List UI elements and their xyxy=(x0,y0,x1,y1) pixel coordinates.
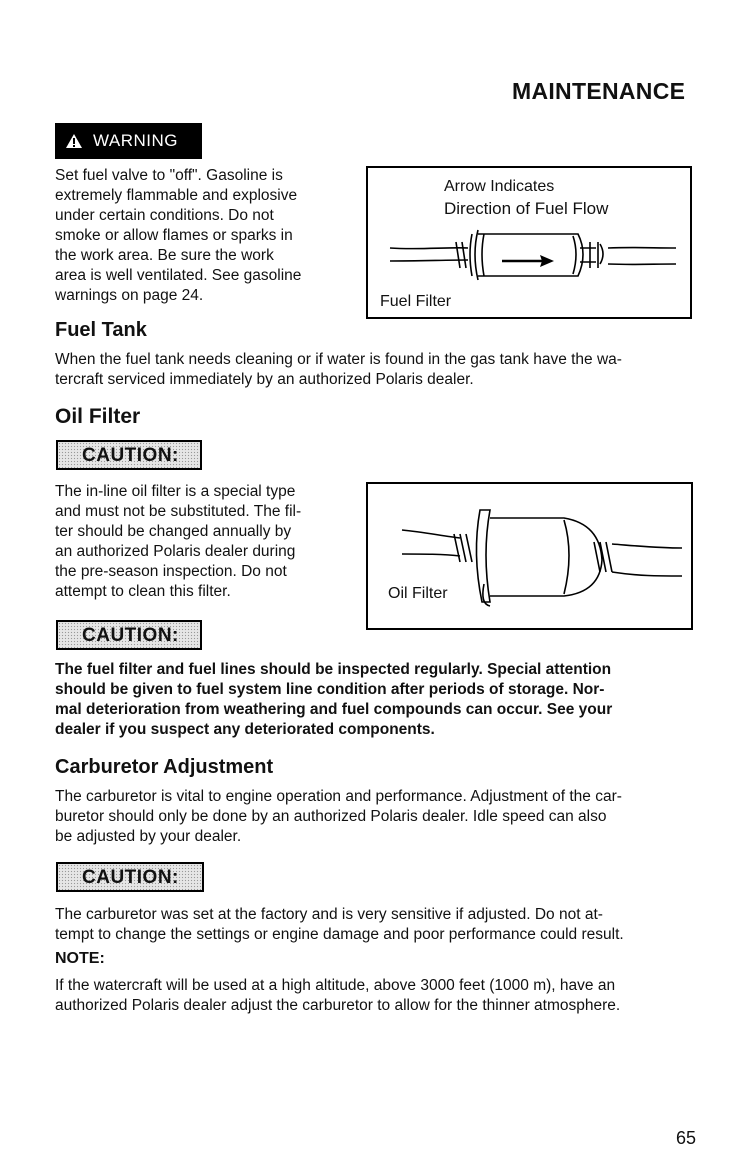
text-line: The in-line oil filter is a special type xyxy=(55,483,296,500)
caution-badge-carburetor: CAUTION: xyxy=(56,862,204,892)
text-line: mal deterioration from weathering and fuel compounds can occur. See your xyxy=(55,701,613,718)
figure-caption-line1: Arrow Indicates xyxy=(444,178,555,195)
fuel-filter-label: Fuel Filter xyxy=(380,293,452,310)
oil-filter-figure xyxy=(366,482,693,630)
warning-label: WARNING xyxy=(93,131,179,150)
warning-line: warnings on page 24. xyxy=(55,287,204,304)
text-line: The fuel filter and fuel lines should be inspected regularly. Special attention xyxy=(55,661,612,678)
warning-line: Set fuel valve to "off". Gasoline is xyxy=(55,167,283,184)
caution-badge-fuel-lines: CAUTION: xyxy=(56,620,202,650)
figure-caption-line2: Direction of Fuel Flow xyxy=(444,199,609,218)
text-line: If the watercraft will be used at a high altitude, above 3000 feet (1000 m), have an xyxy=(55,977,616,994)
warning-line: smoke or allow flames or sparks in xyxy=(55,227,293,244)
page-number: 65 xyxy=(676,1128,697,1148)
oil-filter-label: Oil Filter xyxy=(388,585,448,602)
carburetor-text xyxy=(55,787,715,847)
text-line: When the fuel tank needs cleaning or if water is found in the gas tank have the wa- xyxy=(55,351,622,368)
text-line: The carburetor was set at the factory and is very sensitive if adjusted. Do not at- xyxy=(55,906,603,923)
oil-filter-heading: Oil Filter xyxy=(55,405,141,428)
page-title: MAINTENANCE xyxy=(512,78,686,104)
warning-line: under certain conditions. Do not xyxy=(55,207,274,224)
oil-filter-text xyxy=(55,482,350,602)
text-line: and must not be substituted. The fil- xyxy=(55,503,302,520)
text-line: The carburetor is vital to engine operation and performance. Adjustment of the car- xyxy=(55,788,622,805)
fuel-tank-heading: Fuel Tank xyxy=(55,319,147,341)
warning-text xyxy=(55,166,345,306)
warning-line: area is well ventilated. See gasoline xyxy=(55,267,302,284)
text-line: ter should be changed annually by xyxy=(55,523,292,540)
warning-triangle-icon xyxy=(65,133,83,149)
carburetor-caution-text xyxy=(55,905,715,945)
warning-line: the work area. Be sure the work xyxy=(55,247,274,264)
text-line: dealer if you suspect any deteriorated components. xyxy=(55,721,435,738)
carburetor-heading: Carburetor Adjustment xyxy=(55,756,274,778)
text-line: tempt to change the settings or engine damage and poor performance could result. xyxy=(55,926,624,943)
oil-filter-drawing xyxy=(368,484,691,628)
note-text xyxy=(55,976,715,1016)
text-line: be adjusted by your dealer. xyxy=(55,828,242,845)
text-line: attempt to clean this filter. xyxy=(55,583,231,600)
fuel-tank-text xyxy=(55,350,705,390)
warning-badge xyxy=(55,123,202,159)
fuel-filter-figure xyxy=(366,166,692,319)
text-line: buretor should only be done by an authorized Polaris dealer. Idle speed can also xyxy=(55,808,607,825)
warning-line: extremely flammable and explosive xyxy=(55,187,298,204)
caution-badge-oil: CAUTION: xyxy=(56,440,202,470)
text-line: should be given to fuel system line condition after periods of storage. Nor- xyxy=(55,681,605,698)
caution-fuel-lines-text xyxy=(55,660,715,740)
text-line: tercraft serviced immediately by an authorized Polaris dealer. xyxy=(55,371,474,388)
text-line: an authorized Polaris dealer during xyxy=(55,543,296,560)
text-line: authorized Polaris dealer adjust the carburetor to allow for the thinner atmosphere. xyxy=(55,997,621,1014)
text-line: the pre-season inspection. Do not xyxy=(55,563,287,580)
note-label: NOTE: xyxy=(55,950,105,967)
